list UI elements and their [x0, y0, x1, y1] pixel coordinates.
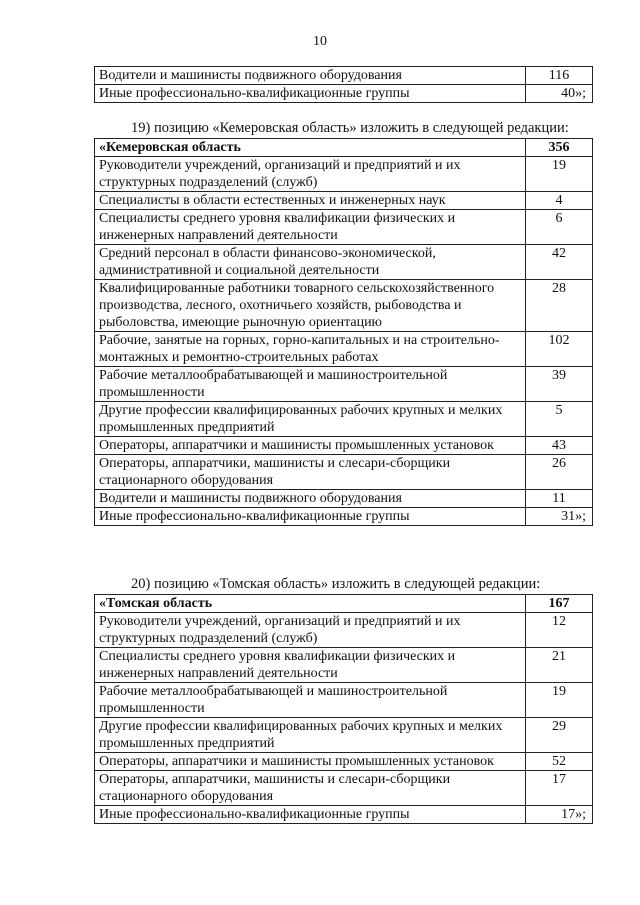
table-row: [95, 508, 593, 526]
table-row: [95, 683, 593, 718]
table-row: [95, 192, 593, 210]
row-value: 6: [526, 210, 593, 245]
page-number: 10: [313, 34, 327, 49]
row-value: 4: [526, 192, 593, 210]
table-row: [95, 806, 593, 824]
table-header-row: [95, 595, 593, 613]
row-value: 26: [526, 455, 593, 490]
section-19-intro: 19) позицию «Кемеровская область» изложить в следующей редакции:: [131, 120, 569, 136]
row-value: 19: [526, 683, 593, 718]
row-label: Операторы, аппаратчики, машинисты и слесари-сборщики стационарного оборудования: [95, 771, 526, 806]
row-value: 12: [526, 613, 593, 648]
region-total: 356: [526, 139, 593, 157]
row-value: 116: [526, 67, 593, 85]
row-label: Другие профессии квалифицированных рабочих крупных и мелких промышленных предприятий: [95, 402, 526, 437]
row-label: Средний персонал в области финансово-экономической, административной и социальной деятельности: [95, 245, 526, 280]
region-name: «Томская область: [95, 595, 526, 613]
row-value: 52: [526, 753, 593, 771]
table-row: [95, 332, 593, 367]
table-kemerovo: [94, 138, 593, 526]
table-header-row: [95, 139, 593, 157]
table-row: [95, 210, 593, 245]
row-label: Рабочие металлообрабатывающей и машиностроительной промышленности: [95, 683, 526, 718]
row-value: 40»;: [526, 85, 593, 103]
row-value: 43: [526, 437, 593, 455]
table-row: [95, 490, 593, 508]
table-row: [95, 85, 593, 103]
row-label: Иные профессионально-квалификационные группы: [95, 508, 526, 526]
table-row: [95, 648, 593, 683]
table-row: [95, 437, 593, 455]
row-label: Специалисты в области естественных и инженерных наук: [95, 192, 526, 210]
table-row: [95, 753, 593, 771]
table-row: [95, 771, 593, 806]
row-label: Другие профессии квалифицированных рабочих крупных и мелких промышленных предприятий: [95, 718, 526, 753]
table-row: [95, 367, 593, 402]
row-label: Рабочие металлообрабатывающей и машиностроительной промышленности: [95, 367, 526, 402]
table-row: [95, 157, 593, 192]
row-value: 11: [526, 490, 593, 508]
table-row: [95, 455, 593, 490]
row-value: 5: [526, 402, 593, 437]
row-label: Руководители учреждений, организаций и предприятий и их структурных подразделений (служб): [95, 157, 526, 192]
row-label: Водители и машинисты подвижного оборудования: [95, 67, 526, 85]
row-value: 17: [526, 771, 593, 806]
row-value: 19: [526, 157, 593, 192]
row-value: 31»;: [526, 508, 593, 526]
table-tomsk: [94, 594, 593, 824]
table-row: [95, 245, 593, 280]
row-label: Руководители учреждений, организаций и предприятий и их структурных подразделений (служб): [95, 613, 526, 648]
row-label: Иные профессионально-квалификационные группы: [95, 806, 526, 824]
row-label: Рабочие, занятые на горных, горно-капитальных и на строительно-монтажных и ремонтно-строительных работах: [95, 332, 526, 367]
row-label: Квалифицированные работники товарного сельскохозяйственного производства, лесного, охотничьего хозяйств, рыбоводства и рыболовства, имеющие рыночную ориентацию: [95, 280, 526, 332]
row-label: Операторы, аппаратчики и машинисты промышленных установок: [95, 753, 526, 771]
row-value: 21: [526, 648, 593, 683]
row-label: Специалисты среднего уровня квалификации физических и инженерных направлений деятельности: [95, 648, 526, 683]
section-20-intro: 20) позицию «Томская область» изложить в следующей редакции:: [131, 576, 541, 592]
row-label: Операторы, аппаратчики, машинисты и слесари-сборщики стационарного оборудования: [95, 455, 526, 490]
row-label: Иные профессионально-квалификационные группы: [95, 85, 526, 103]
row-value: 29: [526, 718, 593, 753]
table-row: [95, 613, 593, 648]
row-value: 39: [526, 367, 593, 402]
table-row: [95, 718, 593, 753]
row-value: 102: [526, 332, 593, 367]
row-label: Операторы, аппаратчики и машинисты промышленных установок: [95, 437, 526, 455]
row-value: 28: [526, 280, 593, 332]
region-total: 167: [526, 595, 593, 613]
table-row: [95, 67, 593, 85]
table-row: [95, 402, 593, 437]
region-name: «Кемеровская область: [95, 139, 526, 157]
row-label: Специалисты среднего уровня квалификации физических и инженерных направлений деятельности: [95, 210, 526, 245]
row-label: Водители и машинисты подвижного оборудования: [95, 490, 526, 508]
table-continuation: [94, 66, 593, 103]
table-row: [95, 280, 593, 332]
row-value: 17»;: [526, 806, 593, 824]
row-value: 42: [526, 245, 593, 280]
